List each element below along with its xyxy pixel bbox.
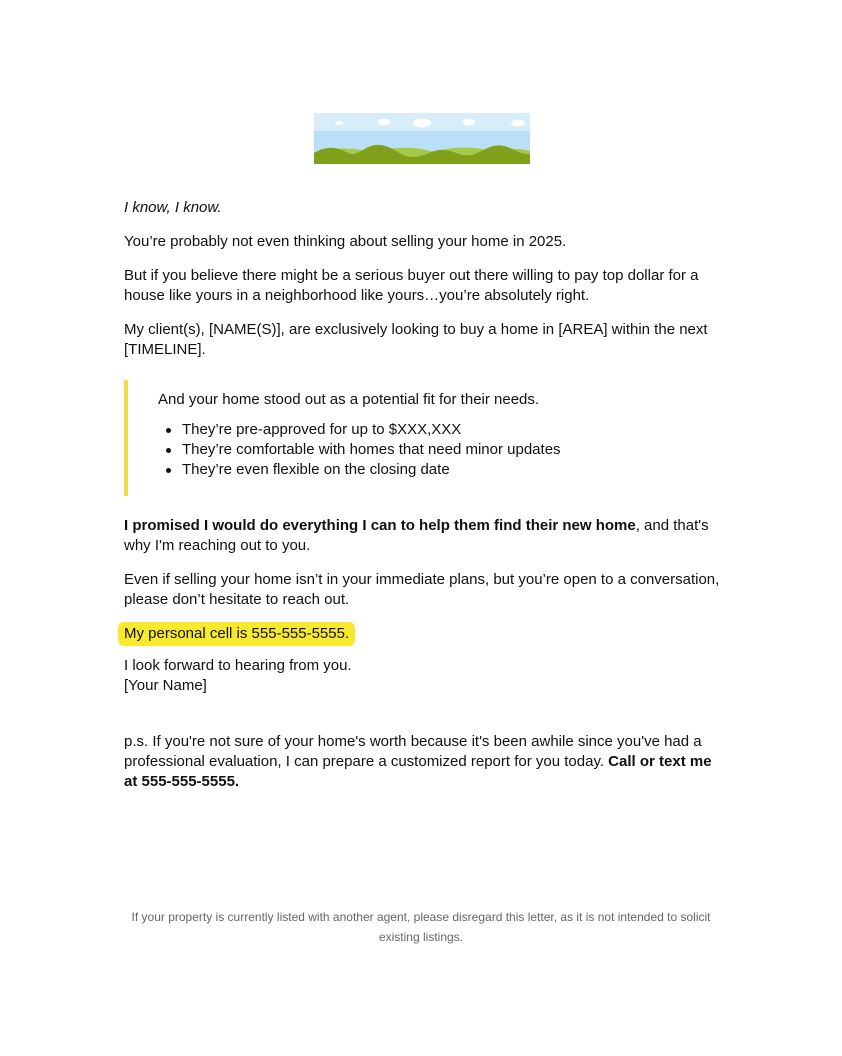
highlight-quote-block [124,380,728,496]
client-details-list [158,420,561,480]
postscript-text: p.s. If you're not sure of your home's worth because it's been awhile since you've had a professional evaluation, I can prepare a customized report for you today. [124,733,702,770]
letter-intro: I know, I know. [124,199,222,216]
letter-signature: [Your Name] [124,677,207,694]
letter-paragraph-client: My client(s), [NAME(S)], are exclusively looking to buy a home in [AREA] within the next [TIMELINE]. [124,321,708,358]
personal-cell-text: My personal cell is 555-555-5555. [124,625,350,642]
letter-paragraph-buyer: But if you believe there might be a serious buyer out there willing to pay top dollar for a house like yours in a neighborhood like yours…you’re absolutely right. [124,267,699,304]
list-item: They’re comfortable with homes that need minor updates [182,441,561,458]
letter-postscript [124,732,724,792]
landscape-banner-image [314,113,530,164]
letter-paragraph-selling: You’re probably not even thinking about selling your home in 2025. [124,233,567,250]
promise-rest-text: , and that's why I'm reaching out to you. [124,517,709,554]
letter-paragraph-conversation: Even if selling your home isn’t in your immediate plans, but you’re open to a conversation, please don’t hesitate to reach out. [124,571,720,608]
footer-disclaimer: If your property is currently listed with another agent, please disregard this letter, as it is not intended to solicit existing listings. [131,910,711,944]
promise-bold-text: I promised I would do everything I can to help them find their new home [124,517,636,534]
list-item: They’re even flexible on the closing date [182,460,561,480]
cell-highlight [118,622,355,646]
postscript-call-to-action: Call or text me at 555-555-5555. [124,753,712,790]
letter-closing: I look forward to hearing from you. [124,657,352,674]
quote-lead-text: And your home stood out as a potential fit for their needs. [158,391,540,408]
list-item: They’re pre-approved for up to $XXX,XXX [182,420,561,440]
letter-paragraph-promise [124,516,724,556]
